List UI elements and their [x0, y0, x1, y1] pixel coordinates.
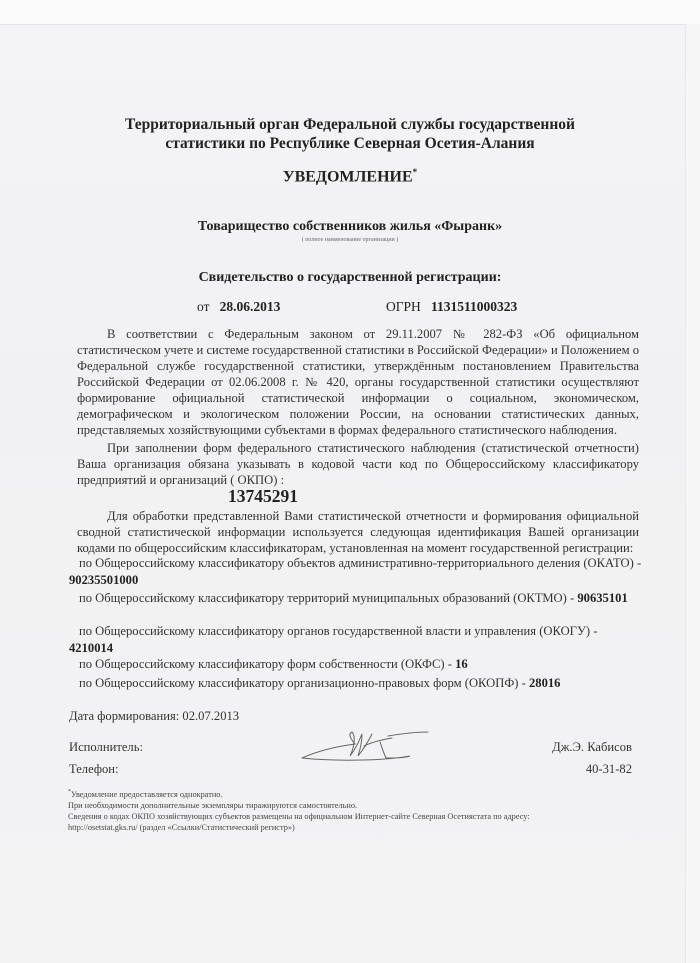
certificate-ogrn	[386, 299, 517, 315]
footnote-line-4: http://osetstat.gks.ru/ (раздел «Ссылки/Статистический регистр»)	[68, 822, 295, 832]
certificate-title: Свидетельство о государственной регистрации:	[198, 270, 502, 285]
certificate-date	[197, 299, 280, 315]
executor-label: Исполнитель:	[69, 740, 143, 754]
classifier-paragraph: Для обработки представленной Вами статистической отчетности и формирования официальной сводной статистической информации используется следующая идентификация Вашей организации кодами по общероссийским классификаторам, установленная на момент государственной регистрации:	[77, 509, 639, 555]
okpo-instruction-paragraph: При заполнении форм федерального статистического наблюдения (статистической отчетности) Ваша организация обязана указывать в кодовой части код по Общероссийскому классификатору предприятий и организаций ( ОКПО) :	[77, 441, 639, 487]
phone-value: 40-31-82	[585, 762, 632, 776]
code-okogu-label: по Общероссийскому классификатору органов государственной власти и управления (ОКОГУ) -	[79, 624, 598, 638]
code-okfs	[69, 656, 644, 673]
organization-caption: ( полное наименование организации )	[301, 237, 399, 243]
footnote-mark: *	[68, 789, 71, 795]
code-oktmo-value: 90635101	[577, 591, 628, 605]
notice-title-text: УВЕДОМЛЕНИЕ	[282, 168, 413, 186]
ogrn-label: ОГРН	[386, 299, 421, 314]
code-okogu	[69, 623, 644, 657]
footnote-line-1: *Уведомление предоставляется однократно.	[68, 789, 223, 799]
ogrn-value: 1131511000323	[430, 299, 518, 314]
code-oktmo	[69, 590, 644, 607]
formation-date-label: Дата формирования:	[69, 709, 180, 723]
notice-footnote-mark: *	[412, 167, 418, 177]
code-okato	[69, 555, 644, 589]
organization-name: Товарищество собственников жилья «Фыранк»	[197, 219, 503, 234]
formation-date-value: 02.07.2013	[182, 709, 240, 723]
code-okopf	[69, 675, 644, 692]
footnote-line-2: При необходимости дополнительные экземпляры тиражируются самостоятельно.	[68, 800, 358, 810]
code-okfs-label: по Общероссийскому классификатору форм собственности (ОКФС) -	[79, 657, 452, 671]
code-okfs-value: 16	[455, 657, 468, 671]
issuer-title-line1: Территориальный орган Федеральной службы государственной	[125, 116, 575, 133]
executor-name: Дж.Э. Кабисов	[552, 740, 632, 754]
phone-label: Телефон:	[69, 762, 119, 776]
code-okopf-label: по Общероссийскому классификатору организационно-правовых форм (ОКОПФ) -	[79, 676, 526, 690]
certificate-date-label: от	[197, 299, 210, 314]
code-oktmo-label: по Общероссийскому классификатору территорий муниципальных образований (ОКТМО) -	[79, 591, 575, 605]
notice-title	[0, 167, 700, 186]
code-okogu-value: 4210014	[69, 641, 114, 655]
certificate-date-value: 28.06.2013	[219, 299, 281, 314]
okpo-code: 13745291	[228, 486, 298, 506]
code-okopf-value: 28016	[528, 676, 561, 690]
issuer-title-line2: статистики по Республике Северная Осетия-Алания	[165, 135, 535, 152]
scan-edge-right	[685, 24, 700, 963]
scan-edge-top	[0, 0, 700, 25]
code-okato-value: 90235501000	[69, 573, 139, 587]
issuer-title	[0, 115, 700, 153]
legal-basis-paragraph: В соответствии с Федеральным законом от 29.11.2007 № 282-ФЗ «Об официальном статистическом учете и системе государственной статистики в Российской Федерации» и Положением о Федеральной службе государственной статистики, утверждённым постановлением Правительства Российской Федерации от 02.06.2008 г. № 420, органы государственной статистики осуществляют формирование официальной статистической информации о социальном, экономическом, демографическом и экологическом положении России, на основании статистических данных, представляемых хозяйствующими субъектами в формах федерального статистического наблюдения.	[77, 327, 639, 437]
footnote	[68, 787, 628, 833]
formation-date	[69, 709, 239, 724]
footnote-line-3: Сведения о кодах ОКПО хозяйствующих субъектов размещены на официальном Интернет-сайте Северная Осетиястата по адресу:	[68, 811, 530, 821]
code-okato-label: по Общероссийскому классификатору объектов административно-территориального деления (ОКАТО) -	[79, 556, 642, 570]
signature-icon	[300, 728, 430, 764]
